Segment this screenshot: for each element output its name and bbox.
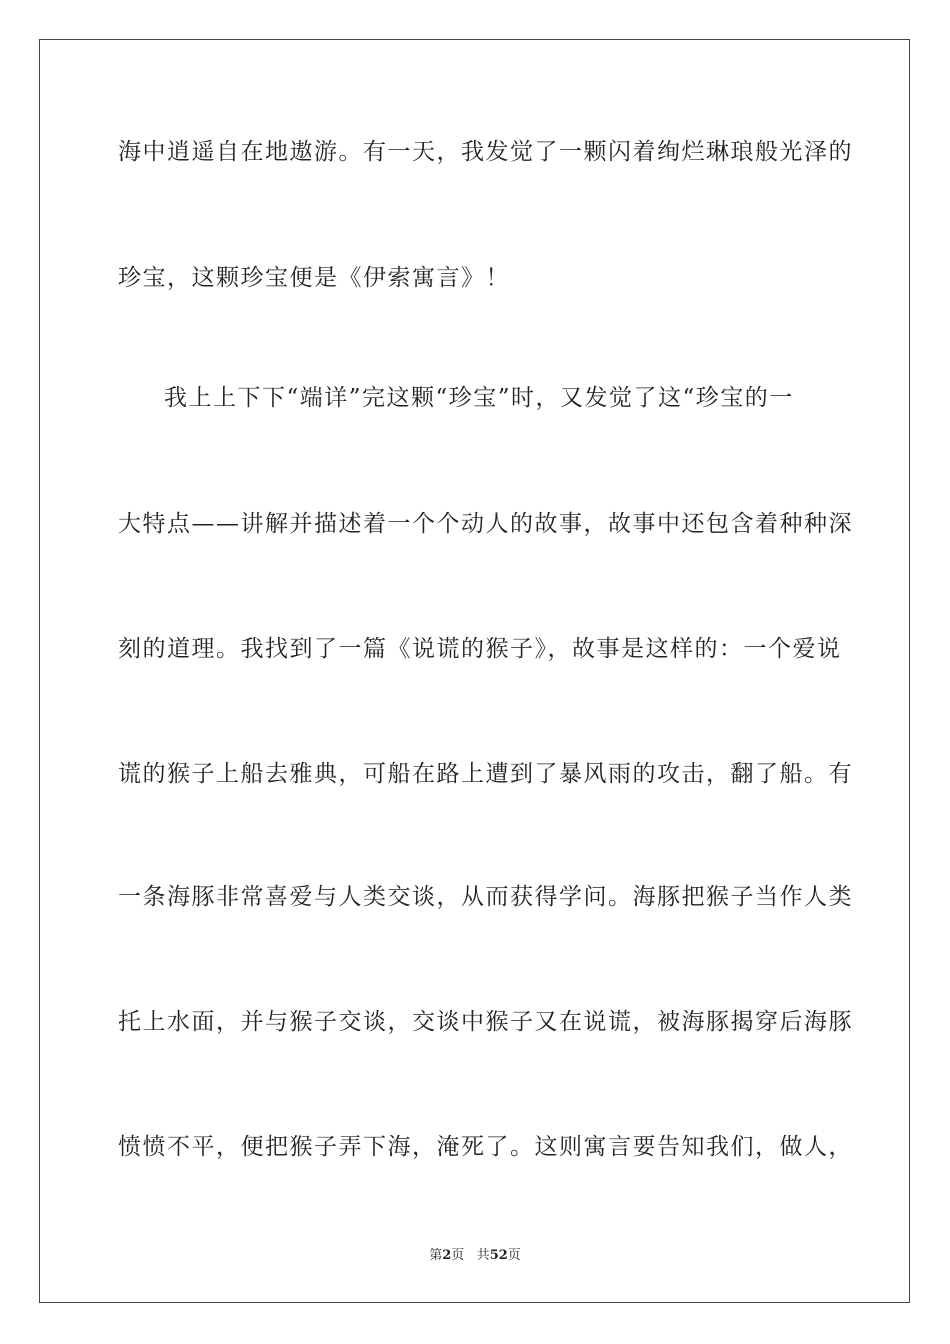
total-pages: 52: [489, 1248, 508, 1263]
page-suffix: 页: [451, 1248, 465, 1263]
page-border: [39, 39, 910, 1303]
text-line-4: 大特点——讲解并描述着一个个动人的故事，故事中还包含着种种深: [118, 511, 853, 537]
text-line-1: 海中逍遥自在地遨游。有一天，我发觉了一颗闪着绚烂琳琅般光泽的: [118, 139, 853, 165]
text-line-5: 刻的道理。我找到了一篇《说谎的猴子》，故事是这样的：一个爱说: [118, 636, 842, 662]
total-suffix: 页: [507, 1248, 521, 1263]
text-line-9: 愤愤不平，便把猴子弄下海，淹死了。这则寓言要告知我们，做人，: [118, 1134, 853, 1160]
page-number: 2: [442, 1248, 452, 1263]
text-line-2: 珍宝，这颗珍宝便是《伊索寓言》！: [118, 265, 510, 291]
text-line-6: 谎的猴子上船去雅典，可船在路上遭到了暴风雨的攻击，翻了船。有: [118, 761, 853, 787]
total-prefix: 共: [476, 1248, 490, 1263]
text-line-8: 托上水面，并与猴子交谈，交谈中猴子又在说谎，被海豚揭穿后海豚: [118, 1009, 853, 1035]
text-line-3: 我上上下下“端详”完这颗“珍宝”时，又发觉了这“珍宝的一: [164, 385, 794, 411]
text-line-7: 一条海豚非常喜爱与人类交谈，从而获得学问。海豚把猴子当作人类: [118, 884, 853, 910]
page-footer: [0, 1247, 950, 1265]
page-prefix: 第: [429, 1248, 443, 1263]
